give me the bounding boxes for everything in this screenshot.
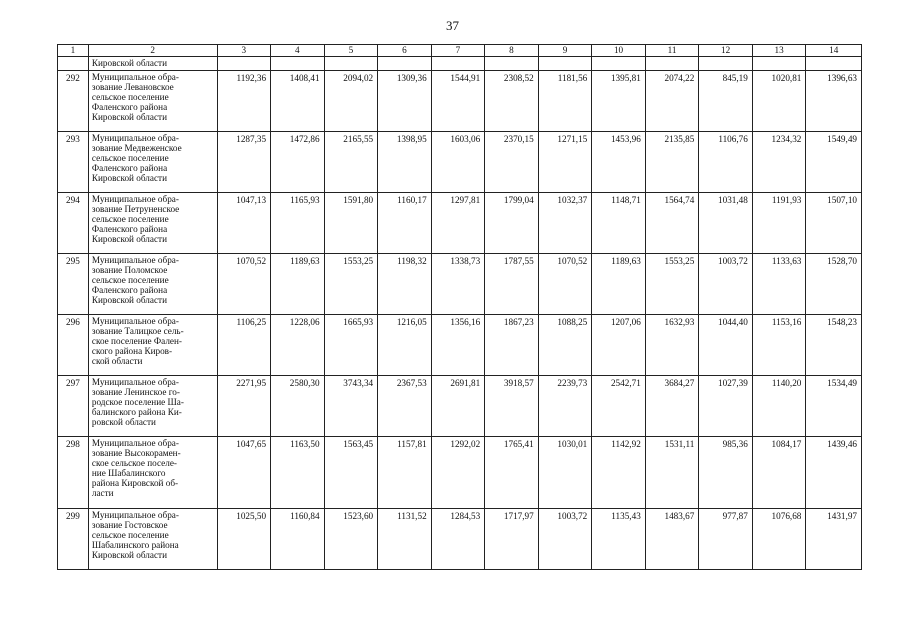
value-cell: 1309,36: [378, 71, 432, 132]
column-header: 10: [592, 45, 646, 57]
value-cell: 1271,15: [538, 132, 592, 193]
value-cell: 1765,41: [485, 437, 539, 509]
column-header: 6: [378, 45, 432, 57]
value-cell: 1003,72: [538, 509, 592, 570]
value-cell: 1153,16: [752, 315, 806, 376]
value-cell: 2094,02: [324, 71, 378, 132]
row-number-cell: 296: [58, 315, 89, 376]
value-cell: 1431,97: [806, 509, 862, 570]
value-cell: 3684,27: [645, 376, 699, 437]
row-number-cell: 297: [58, 376, 89, 437]
value-cell: 1032,37: [538, 193, 592, 254]
value-cell: 1031,48: [699, 193, 753, 254]
column-header: 9: [538, 45, 592, 57]
column-header: 13: [752, 45, 806, 57]
value-cell: 1142,92: [592, 437, 646, 509]
value-cell: 1528,70: [806, 254, 862, 315]
value-cell: 1472,86: [271, 132, 325, 193]
value-cell: 1292,02: [431, 437, 485, 509]
value-cell: 1544,91: [431, 71, 485, 132]
value-cell: [699, 57, 753, 71]
value-cell: 1133,63: [752, 254, 806, 315]
value-cell: 1157,81: [378, 437, 432, 509]
value-cell: 1181,56: [538, 71, 592, 132]
table-row: [58, 315, 862, 376]
table-row: [58, 71, 862, 132]
value-cell: [324, 57, 378, 71]
column-header: 12: [699, 45, 753, 57]
table-body: [58, 45, 862, 570]
value-cell: 1192,36: [217, 71, 271, 132]
value-cell: 1106,76: [699, 132, 753, 193]
value-cell: 1044,40: [699, 315, 753, 376]
value-cell: [378, 57, 432, 71]
value-cell: [538, 57, 592, 71]
value-cell: 1070,52: [538, 254, 592, 315]
value-cell: 1534,49: [806, 376, 862, 437]
value-cell: 1356,16: [431, 315, 485, 376]
value-cell: 1553,25: [324, 254, 378, 315]
value-cell: 1234,32: [752, 132, 806, 193]
value-cell: 1189,63: [592, 254, 646, 315]
row-number-cell: 295: [58, 254, 89, 315]
value-cell: 1553,25: [645, 254, 699, 315]
value-cell: 1591,80: [324, 193, 378, 254]
value-cell: 1148,71: [592, 193, 646, 254]
value-cell: 2239,73: [538, 376, 592, 437]
value-cell: 1787,55: [485, 254, 539, 315]
value-cell: [806, 57, 862, 71]
column-header: 8: [485, 45, 539, 57]
value-cell: [271, 57, 325, 71]
value-cell: 1131,52: [378, 509, 432, 570]
column-header: 14: [806, 45, 862, 57]
municipality-name-cell: Муниципальное обра- зование Талицкое сель- ское поселение Фален- ского района Киров- ской области: [88, 315, 217, 376]
value-cell: 1163,50: [271, 437, 325, 509]
header-row: [58, 45, 862, 57]
value-cell: 1165,93: [271, 193, 325, 254]
municipality-name-cell: Муниципальное обра- зование Левановское сельское поселение Фаленского района Кировской области: [88, 71, 217, 132]
value-cell: 1216,05: [378, 315, 432, 376]
value-cell: 3918,57: [485, 376, 539, 437]
value-cell: 1287,35: [217, 132, 271, 193]
municipality-name-cell: Муниципальное обра- зование Поломское сельское поселение Фаленского района Кировской области: [88, 254, 217, 315]
value-cell: 1564,74: [645, 193, 699, 254]
municipality-name-cell: Муниципальное обра- зование Медвеженское сельское поселение Фаленского района Кировской области: [88, 132, 217, 193]
value-cell: 1396,63: [806, 71, 862, 132]
row-number-cell: 299: [58, 509, 89, 570]
value-cell: 1160,17: [378, 193, 432, 254]
column-header: 5: [324, 45, 378, 57]
municipality-name-cell: Муниципальное обра- зование Гостовское сельское поселение Шабалинского района Кировской области: [88, 509, 217, 570]
value-cell: 1632,93: [645, 315, 699, 376]
municipality-name-cell: Муниципальное обра- зование Петруненское сельское поселение Фаленского района Кировской области: [88, 193, 217, 254]
row-number-cell: 298: [58, 437, 89, 509]
value-cell: 2165,55: [324, 132, 378, 193]
data-table: [57, 44, 862, 570]
row-number-cell: [58, 57, 89, 71]
page-number: 37: [446, 18, 459, 33]
value-cell: 1563,45: [324, 437, 378, 509]
municipality-name-cell: Кировской области: [88, 57, 217, 71]
value-cell: 1020,81: [752, 71, 806, 132]
value-cell: 1548,23: [806, 315, 862, 376]
value-cell: 1189,63: [271, 254, 325, 315]
table-row: [58, 376, 862, 437]
value-cell: 1549,49: [806, 132, 862, 193]
value-cell: 2271,95: [217, 376, 271, 437]
table-row: [58, 509, 862, 570]
row-number-cell: 292: [58, 71, 89, 132]
value-cell: 2308,52: [485, 71, 539, 132]
value-cell: 2580,30: [271, 376, 325, 437]
value-cell: [752, 57, 806, 71]
column-header: 11: [645, 45, 699, 57]
value-cell: 1531,11: [645, 437, 699, 509]
value-cell: 1665,93: [324, 315, 378, 376]
value-cell: 1603,06: [431, 132, 485, 193]
value-cell: 1025,50: [217, 509, 271, 570]
value-cell: 1070,52: [217, 254, 271, 315]
value-cell: 1047,65: [217, 437, 271, 509]
continuation-row: [58, 57, 862, 71]
municipality-name-cell: Муниципальное обра- зование Высокорамен- ское сельское поселе- ние Шабалинского района Кировской об- ласти: [88, 437, 217, 509]
value-cell: 845,19: [699, 71, 753, 132]
value-cell: [431, 57, 485, 71]
value-cell: [217, 57, 271, 71]
value-cell: 1523,60: [324, 509, 378, 570]
value-cell: [485, 57, 539, 71]
row-number-cell: 293: [58, 132, 89, 193]
column-header: 4: [271, 45, 325, 57]
value-cell: 1030,01: [538, 437, 592, 509]
value-cell: 1439,46: [806, 437, 862, 509]
value-cell: 1453,96: [592, 132, 646, 193]
column-header: 7: [431, 45, 485, 57]
table-row: [58, 132, 862, 193]
value-cell: 1088,25: [538, 315, 592, 376]
value-cell: 1106,25: [217, 315, 271, 376]
value-cell: 2367,53: [378, 376, 432, 437]
value-cell: 2135,85: [645, 132, 699, 193]
value-cell: 1076,68: [752, 509, 806, 570]
value-cell: 1284,53: [431, 509, 485, 570]
value-cell: 3743,34: [324, 376, 378, 437]
column-header: 1: [58, 45, 89, 57]
value-cell: 1198,32: [378, 254, 432, 315]
table-row: [58, 437, 862, 509]
value-cell: 1507,10: [806, 193, 862, 254]
value-cell: 1027,39: [699, 376, 753, 437]
value-cell: 1003,72: [699, 254, 753, 315]
value-cell: 2691,81: [431, 376, 485, 437]
value-cell: 1483,67: [645, 509, 699, 570]
value-cell: 1160,84: [271, 509, 325, 570]
value-cell: 1717,97: [485, 509, 539, 570]
municipality-name-cell: Муниципальное обра- зование Ленинское го- родское поселение Ша- балинского района Ки- ровской области: [88, 376, 217, 437]
value-cell: 1140,20: [752, 376, 806, 437]
row-number-cell: 294: [58, 193, 89, 254]
value-cell: 985,36: [699, 437, 753, 509]
value-cell: 1408,41: [271, 71, 325, 132]
value-cell: 1338,73: [431, 254, 485, 315]
value-cell: 1047,13: [217, 193, 271, 254]
value-cell: [645, 57, 699, 71]
value-cell: 2074,22: [645, 71, 699, 132]
value-cell: 1398,95: [378, 132, 432, 193]
column-header: 2: [88, 45, 217, 57]
table-row: [58, 193, 862, 254]
value-cell: 1867,23: [485, 315, 539, 376]
value-cell: 2542,71: [592, 376, 646, 437]
value-cell: 1395,81: [592, 71, 646, 132]
column-header: 3: [217, 45, 271, 57]
value-cell: 1135,43: [592, 509, 646, 570]
value-cell: 1207,06: [592, 315, 646, 376]
value-cell: 1084,17: [752, 437, 806, 509]
table-row: [58, 254, 862, 315]
value-cell: 1228,06: [271, 315, 325, 376]
value-cell: [592, 57, 646, 71]
value-cell: 1191,93: [752, 193, 806, 254]
value-cell: 2370,15: [485, 132, 539, 193]
value-cell: 977,87: [699, 509, 753, 570]
value-cell: 1799,04: [485, 193, 539, 254]
value-cell: 1297,81: [431, 193, 485, 254]
